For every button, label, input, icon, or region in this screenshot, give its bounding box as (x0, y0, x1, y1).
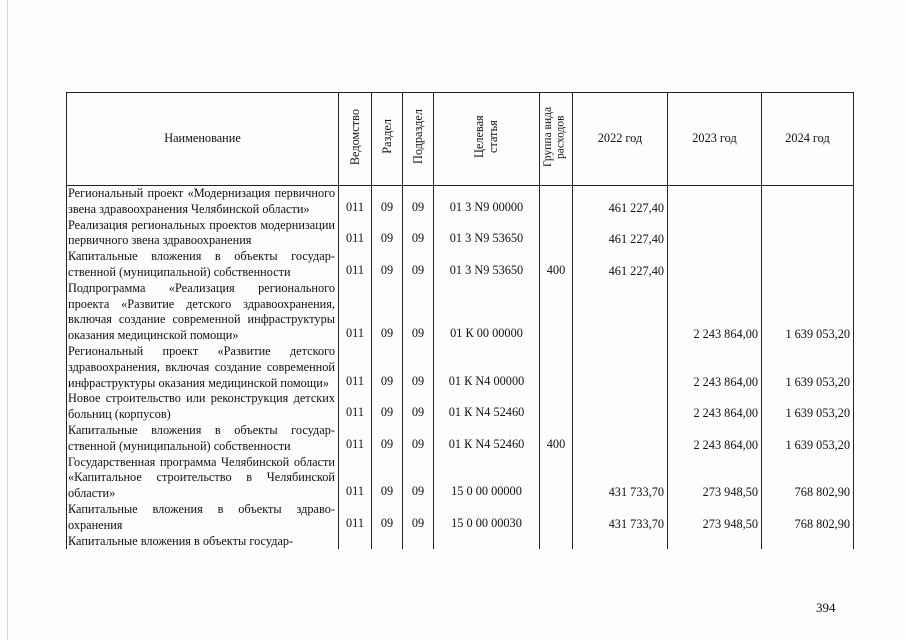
table-row (67, 249, 854, 281)
year-2024-cell: 768 802,90 (762, 502, 854, 534)
name-cell: Подпрограмма «Реализация регионального проекта «Развитие детского здравоохранения, включая создание современной инфраструктуры оказания медицинской помощи» (67, 281, 339, 344)
year-2023-cell (668, 249, 762, 281)
razdel-cell: 09 (372, 502, 403, 534)
vedomstvo-cell: 011 (339, 218, 372, 250)
table-row (67, 344, 854, 391)
table-row (67, 186, 854, 218)
gruppa-cell (540, 534, 573, 550)
razdel-cell: 09 (372, 218, 403, 250)
celevaya-statya-cell: 15 0 00 00030 (434, 502, 540, 534)
header-year-2024: 2024 год (762, 93, 854, 186)
header-podrazdel: Подраздел (403, 93, 434, 186)
table-row (67, 218, 854, 250)
table-body (67, 186, 854, 550)
year-2023-cell: 2 243 864,00 (668, 423, 762, 455)
razdel-cell (372, 534, 403, 550)
celevaya-statya-cell: 01 3 N9 00000 (434, 186, 540, 218)
year-2022-cell (573, 534, 668, 550)
name-cell: Государственная программа Челябинской области «Капитальное строительство в Челябинской области» (67, 455, 339, 502)
year-2023-cell (668, 534, 762, 550)
year-2022-cell: 461 227,40 (573, 186, 668, 218)
header-vedomstvo: Ведомство (339, 93, 372, 186)
vedomstvo-cell: 011 (339, 186, 372, 218)
table-row (67, 281, 854, 344)
vedomstvo-cell: 011 (339, 502, 372, 534)
year-2022-cell (573, 281, 668, 344)
header-gruppa-vida-rashodov: Группа вида расходов (540, 93, 573, 186)
gruppa-cell (540, 502, 573, 534)
header-name: Наименование (67, 93, 339, 186)
podrazdel-cell: 09 (403, 391, 434, 423)
podrazdel-cell: 09 (403, 423, 434, 455)
podrazdel-cell (403, 534, 434, 550)
year-2024-cell (762, 249, 854, 281)
gruppa-cell: 400 (540, 249, 573, 281)
podrazdel-cell: 09 (403, 455, 434, 502)
year-2024-cell: 1 639 053,20 (762, 344, 854, 391)
year-2024-cell: 1 639 053,20 (762, 423, 854, 455)
year-2022-cell: 461 227,40 (573, 218, 668, 250)
celevaya-statya-cell: 01 К 00 00000 (434, 281, 540, 344)
podrazdel-cell: 09 (403, 344, 434, 391)
name-cell: Реализация региональных проектов модернизации первичного звена здравоохранения (67, 218, 339, 250)
gruppa-cell (540, 186, 573, 218)
razdel-cell: 09 (372, 455, 403, 502)
header-year-2022: 2022 год (573, 93, 668, 186)
podrazdel-cell: 09 (403, 249, 434, 281)
table-row (67, 455, 854, 502)
podrazdel-cell: 09 (403, 218, 434, 250)
page-left-edge-line (7, 0, 8, 640)
podrazdel-cell: 09 (403, 502, 434, 534)
razdel-cell: 09 (372, 186, 403, 218)
celevaya-statya-cell: 01 К N4 00000 (434, 344, 540, 391)
table-row (67, 391, 854, 423)
celevaya-statya-cell: 01 3 N9 53650 (434, 218, 540, 250)
razdel-cell: 09 (372, 391, 403, 423)
gruppa-cell (540, 218, 573, 250)
table-row (67, 423, 854, 455)
year-2023-cell: 2 243 864,00 (668, 391, 762, 423)
name-cell: Капитальные вложения в объекты государ- (67, 534, 339, 550)
razdel-cell: 09 (372, 249, 403, 281)
page-number: 394 (816, 600, 836, 615)
year-2022-cell: 431 733,70 (573, 455, 668, 502)
year-2022-cell: 431 733,70 (573, 502, 668, 534)
gruppa-cell (540, 391, 573, 423)
vedomstvo-cell: 011 (339, 281, 372, 344)
header-year-2023: 2023 год (668, 93, 762, 186)
razdel-cell: 09 (372, 344, 403, 391)
gruppa-cell (540, 344, 573, 391)
name-cell: Региональный проект «Развитие детского здравоохранения, включая создание современной инфраструктуры оказания медицинской помощи» (67, 344, 339, 391)
year-2022-cell (573, 391, 668, 423)
celevaya-statya-cell: 01 К N4 52460 (434, 423, 540, 455)
table-row (67, 534, 854, 550)
year-2023-cell: 273 948,50 (668, 455, 762, 502)
name-cell: Капитальные вложения в объекты здравоохранения (67, 502, 339, 534)
year-2023-cell (668, 186, 762, 218)
year-2023-cell: 2 243 864,00 (668, 281, 762, 344)
razdel-cell: 09 (372, 423, 403, 455)
celevaya-statya-cell (434, 534, 540, 550)
table-header-row (67, 93, 854, 186)
podrazdel-cell: 09 (403, 186, 434, 218)
year-2024-cell: 1 639 053,20 (762, 391, 854, 423)
year-2024-cell (762, 218, 854, 250)
celevaya-statya-cell: 01 3 N9 53650 (434, 249, 540, 281)
year-2024-cell (762, 534, 854, 550)
year-2023-cell: 2 243 864,00 (668, 344, 762, 391)
year-2024-cell: 1 639 053,20 (762, 281, 854, 344)
podrazdel-cell: 09 (403, 281, 434, 344)
budget-table (66, 92, 854, 549)
header-celevaya-statya: Целевая статья (434, 93, 540, 186)
celevaya-statya-cell: 15 0 00 00000 (434, 455, 540, 502)
vedomstvo-cell: 011 (339, 391, 372, 423)
vedomstvo-cell: 011 (339, 455, 372, 502)
celevaya-statya-cell: 01 К N4 52460 (434, 391, 540, 423)
vedomstvo-cell: 011 (339, 249, 372, 281)
year-2024-cell (762, 186, 854, 218)
header-razdel: Раздел (372, 93, 403, 186)
vedomstvo-cell: 011 (339, 423, 372, 455)
gruppa-cell (540, 281, 573, 344)
name-cell: Капитальные вложения в объекты государственной (муниципальной) собственности (67, 423, 339, 455)
table-row (67, 502, 854, 534)
year-2022-cell (573, 344, 668, 391)
year-2023-cell: 273 948,50 (668, 502, 762, 534)
name-cell: Региональный проект «Модернизация первичного звена здравоохранения Челябинской области» (67, 186, 339, 218)
year-2023-cell (668, 218, 762, 250)
year-2024-cell: 768 802,90 (762, 455, 854, 502)
vedomstvo-cell (339, 534, 372, 550)
gruppa-cell (540, 455, 573, 502)
year-2022-cell (573, 423, 668, 455)
year-2022-cell: 461 227,40 (573, 249, 668, 281)
name-cell: Новое строительство или реконструкция детских больниц (корпусов) (67, 391, 339, 423)
vedomstvo-cell: 011 (339, 344, 372, 391)
name-cell: Капитальные вложения в объекты государственной (муниципальной) собственности (67, 249, 339, 281)
razdel-cell: 09 (372, 281, 403, 344)
gruppa-cell: 400 (540, 423, 573, 455)
